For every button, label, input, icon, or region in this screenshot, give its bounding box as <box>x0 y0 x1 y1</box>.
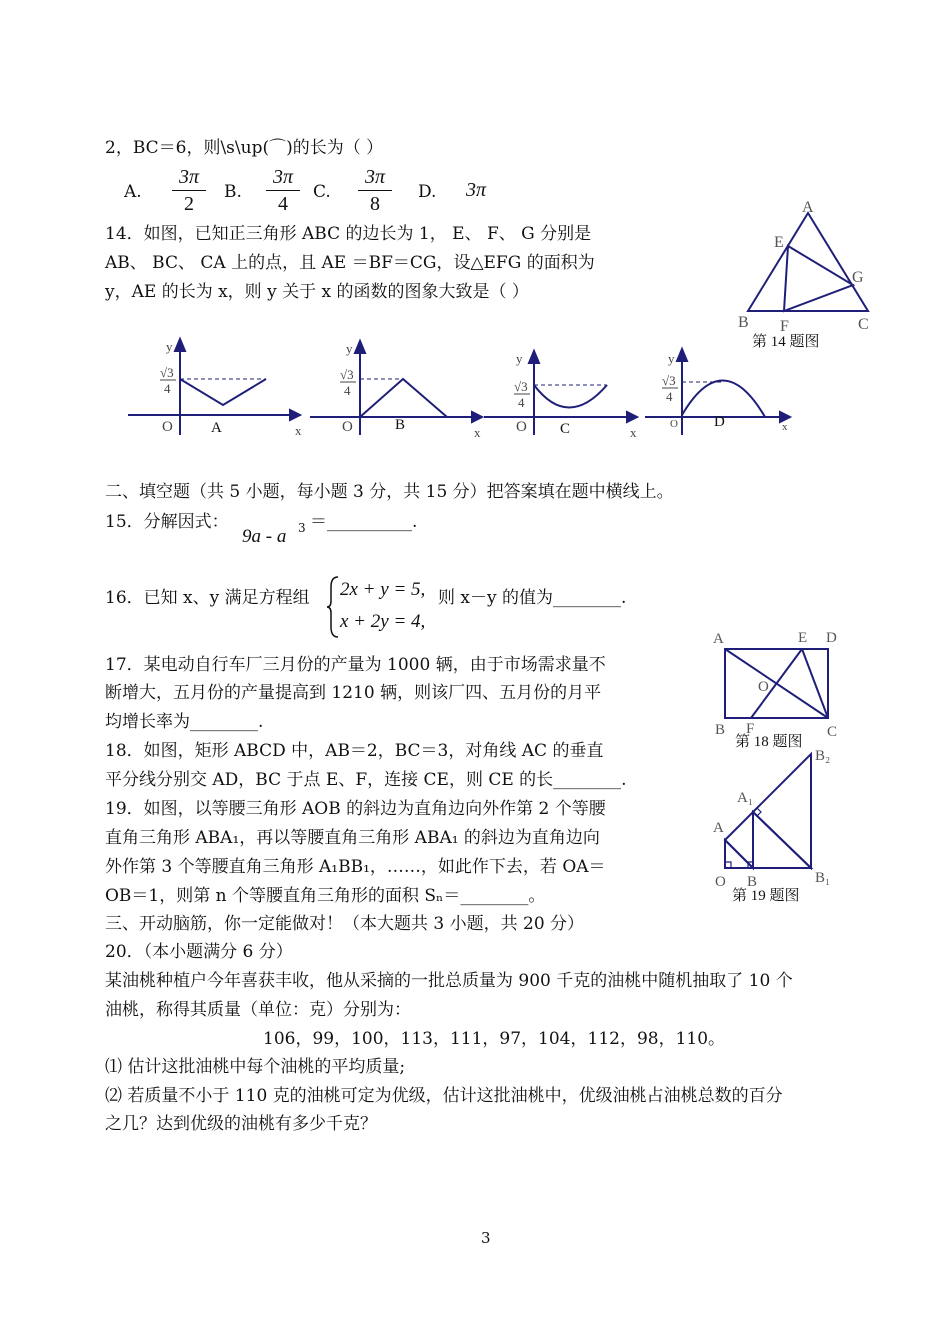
fig18-label-b: B <box>715 722 726 738</box>
q13-option-c-fraction: 3π 8 <box>358 165 392 216</box>
section-2-header: 二、填空题（共 5 小题，每小题 3 分，共 15 分）把答案填在题中横线上。 <box>105 482 674 502</box>
fig14-label-e: E <box>774 234 784 251</box>
q20-data: 106，99，100，113，111，97，104，112，98，110。 <box>263 1029 726 1049</box>
q18-line-1: 18．如图，矩形 ABCD 中，AB＝2，BC＝3，对角线 AC 的垂直 <box>105 741 604 761</box>
q18-line-2: 平分线分别交 AD，BC 于点 E、F，连接 CE，则 CE 的长________. <box>105 770 627 790</box>
graph-a-x-arrow <box>290 410 300 420</box>
graph-a-y-label: y <box>166 339 173 354</box>
graph-d-x-label: x <box>782 421 788 433</box>
graph-a-sqrt3: √3 <box>160 365 174 380</box>
fig14-label-a: A <box>802 199 814 216</box>
q16-brace <box>326 575 340 639</box>
page-number: 3 <box>481 1229 491 1247</box>
fig19-label-b2: B₂ <box>815 748 831 764</box>
q20-line-2: 油桃，称得其质量（单位：克）分别为： <box>105 1000 411 1020</box>
graph-a-x-label: x <box>295 423 302 438</box>
q15-expression: 9a - a <box>242 526 287 547</box>
fig14-label-f: F <box>780 318 789 335</box>
graph-d-y-arrow <box>677 349 687 361</box>
fig18-label-f: F <box>746 721 755 737</box>
graph-c-x-label: x <box>630 425 637 440</box>
graph-d-four: 4 <box>666 389 673 404</box>
graph-b-x-arrow <box>472 412 482 422</box>
q19-triangles-figure <box>705 740 855 910</box>
q20-part-2-line-2: 之几？达到优级的油桃有多少千克？ <box>105 1114 377 1134</box>
q18-rectangle-figure <box>710 626 860 756</box>
graph-c-y-label: y <box>516 351 523 366</box>
graph-b-four: 4 <box>344 383 351 398</box>
graph-a-option: A <box>211 420 222 436</box>
fig19-label-b1: B₁ <box>815 870 831 886</box>
q20-title: 20．（本小题满分 6 分） <box>105 942 293 962</box>
graph-c-x-arrow <box>627 412 637 422</box>
q19-line-4: OB＝1，则第 n 个等腰直角三角形的面积 Sₙ＝________。 <box>105 886 546 906</box>
q13-option-d-value: 3π <box>466 179 487 201</box>
q20-part-2-line-1: ⑵ 若质量不小于 110 克的油桃可定为优级，估计这批油桃中，优级油桃占油桃总数的百分 <box>105 1086 783 1106</box>
graph-a-four: 4 <box>164 381 171 396</box>
q13-option-a-label: A. <box>124 182 142 202</box>
fig14-caption: 第 14 题图 <box>752 334 820 350</box>
graph-c-y-arrow <box>529 351 539 363</box>
right-angle-a1 <box>757 808 761 816</box>
q13-option-d-label: D. <box>418 182 437 202</box>
graph-b-sqrt3: √3 <box>340 367 354 382</box>
graph-d-option: D <box>714 414 725 430</box>
q19-line-2: 直角三角形 ABA₁，再以等腰直角三角形 ABA₁ 的斜边为直角边向 <box>105 828 600 848</box>
fig18-label-o: O <box>758 679 769 695</box>
graph-b-curve <box>360 379 447 417</box>
fig18-label-d: D <box>826 630 837 646</box>
line-ce <box>802 649 828 718</box>
fig19-label-a: A <box>713 820 724 836</box>
fig18-label-c: C <box>827 724 838 740</box>
q16-prefix: 16．已知 x、y 满足方程组 <box>105 588 310 608</box>
graph-c-sqrt3: √3 <box>514 379 528 394</box>
fig18-caption: 第 18 题图 <box>735 734 803 750</box>
q17-line-2: 断增大，五月份的产量提高到 1210 辆，则该厂四、五月份的月平 <box>105 683 602 703</box>
graph-d-y-label: y <box>668 351 675 366</box>
q17-line-1: 17．某电动自行车厂三月份的产量为 1000 辆，由于市场需求量不 <box>105 655 606 675</box>
q20-part-1: ⑴ 估计这批油桃中每个油桃的平均质量; <box>105 1057 406 1077</box>
q14-answer-graphs <box>120 335 820 445</box>
graph-b-origin: O <box>342 419 353 435</box>
graph-c-four: 4 <box>518 395 525 410</box>
q17-line-3: 均增长率为________. <box>105 712 264 732</box>
q13-option-a-fraction: 3π 2 <box>172 165 206 216</box>
q15-suffix: ＝__________. <box>310 512 418 532</box>
fig19-caption: 第 19 题图 <box>732 888 800 904</box>
triangle-efg <box>784 246 853 311</box>
graph-b-y-arrow <box>355 341 365 353</box>
q19-line-1: 19．如图，以等腰三角形 AOB 的斜边为直角边向外作第 2 个等腰 <box>105 799 606 819</box>
graph-c-option: C <box>560 421 571 437</box>
fig14-label-b: B <box>738 314 749 331</box>
fig19-label-b: B <box>747 874 758 890</box>
q13-line: 2，BC＝6，则\s\up(⌒)的长为（ ） <box>105 138 384 158</box>
graph-c-origin: O <box>516 419 527 435</box>
q14-triangle-figure <box>730 195 880 355</box>
fig18-label-e: E <box>798 630 808 646</box>
q15-prefix: 15．分解因式： <box>105 512 229 532</box>
q13-option-c-label: C. <box>313 182 331 202</box>
fig14-label-c: C <box>858 316 869 333</box>
graph-d-curve <box>682 380 765 417</box>
graph-a-y-arrow <box>175 339 185 351</box>
q16-equation-1: 2x + y = 5, <box>340 579 426 600</box>
q20-line-1: 某油桃种植户今年喜获丰收，他从采摘的一批总质量为 900 千克的油桃中随机抽取了 10 个 <box>105 971 793 991</box>
fig19-label-o: O <box>715 874 726 890</box>
section-3-header: 三、开动脑筋，你一定能做对！（本大题共 3 小题，共 20 分） <box>105 914 585 934</box>
q16-equation-2: x + 2y = 4, <box>340 611 426 632</box>
triangle-aba1 <box>725 812 753 868</box>
q14-line-1: 14．如图，已知正三角形 ABC 的边长为 1， E、 F、 G 分别是 <box>105 224 592 244</box>
triangle-abc <box>748 213 868 311</box>
triangle-a1b1b2 <box>753 754 811 868</box>
q15-exponent: 3 <box>298 521 306 535</box>
graph-b-y-label: y <box>346 341 353 356</box>
q14-line-2: AB、 BC、 CA 上的点，且 AE ＝BF＝CG，设△EFG 的面积为 <box>105 253 595 273</box>
q13-option-b-label: B. <box>224 182 242 202</box>
fig19-label-a1: A₁ <box>737 790 754 806</box>
graph-d-origin: O <box>670 418 678 430</box>
q16-suffix: 则 x－y 的值为________. <box>438 588 627 608</box>
graph-d-sqrt3: √3 <box>662 373 676 388</box>
graph-a-curve <box>180 379 266 405</box>
fig18-label-a: A <box>713 631 724 647</box>
graph-b-option: B <box>395 417 406 433</box>
q14-line-3: y，AE 的长为 x，则 y 关于 x 的函数的图象大致是（ ） <box>105 282 529 302</box>
graph-b-x-label: x <box>474 425 481 440</box>
q13-option-b-fraction: 3π 4 <box>266 165 300 216</box>
fig14-label-g: G <box>852 269 864 286</box>
graph-a-origin: O <box>162 419 173 435</box>
graph-c-curve <box>534 385 607 408</box>
q19-line-3: 外作第 3 个等腰直角三角形 A₁BB₁，……，如此作下去，若 OA＝ <box>105 857 606 877</box>
